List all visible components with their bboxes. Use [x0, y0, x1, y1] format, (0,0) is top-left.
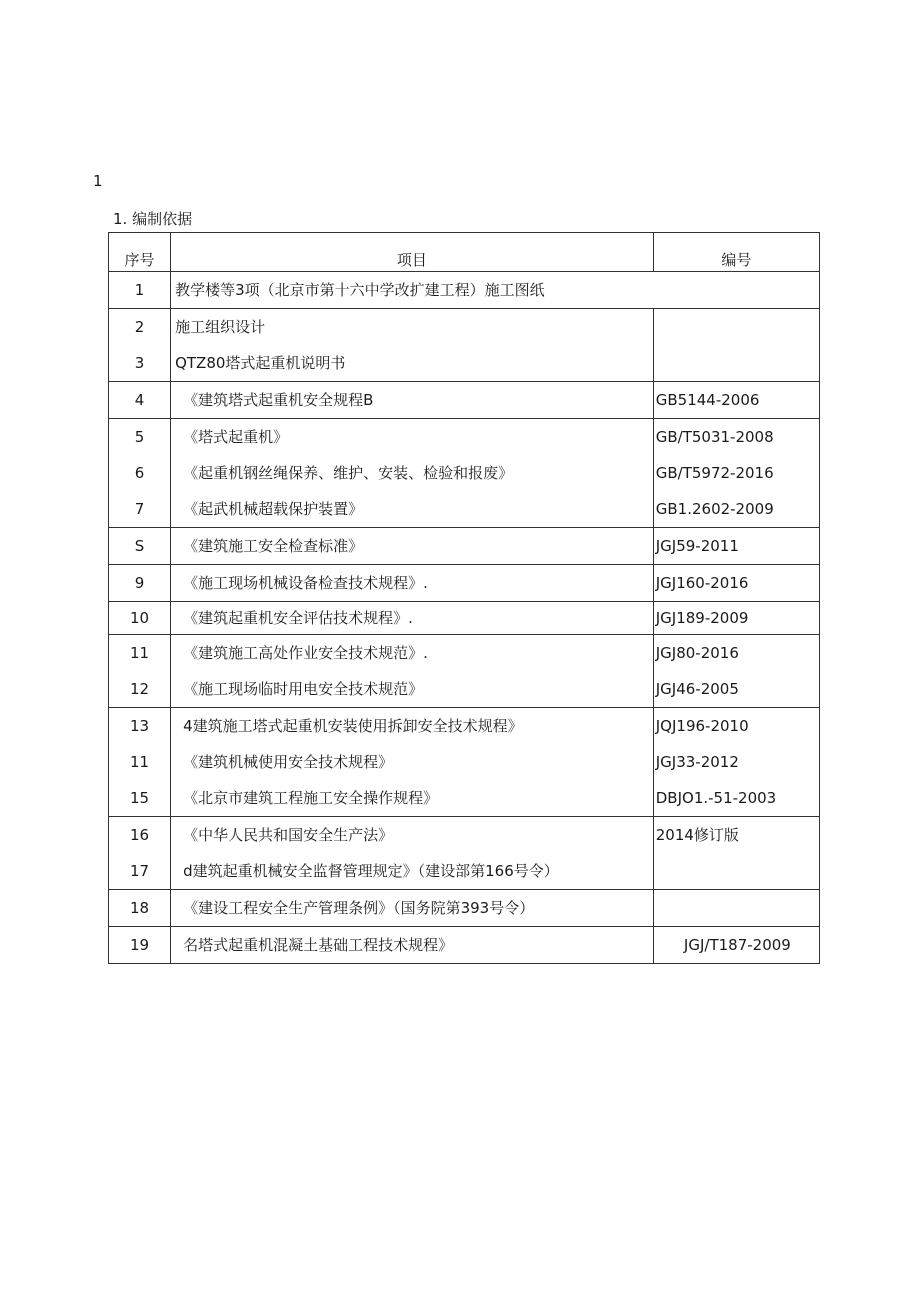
seq-cell: 1 — [134, 281, 145, 299]
code-cell: JGJ189-2009 — [655, 609, 749, 627]
seq-cell: 4 — [134, 391, 145, 409]
table-row — [109, 272, 820, 309]
seq-cell: 16 — [129, 826, 150, 844]
item-cell: 《建筑施工高处作业安全技术规范》. — [183, 644, 428, 662]
code-cell: 2014修订版 — [655, 826, 739, 844]
table-row — [109, 927, 820, 964]
seq-cell: 7 — [134, 500, 145, 518]
code-cell: JGJ/T187-2009 — [683, 936, 791, 954]
item-cell: 《北京市建筑工程施工安全操作规程》 — [183, 789, 439, 807]
table-row-group — [109, 419, 820, 528]
item-cell: 《建设工程安全生产管理条例》（国务院第393号令） — [183, 899, 535, 917]
seq-cell: 5 — [134, 428, 145, 446]
seq-cell: 13 — [129, 717, 150, 735]
table-row-group — [109, 817, 820, 890]
header-seq: 序号 — [124, 251, 155, 269]
table-row — [109, 528, 820, 565]
code-cell: JGJ46-2005 — [655, 680, 739, 698]
seq-cell: 19 — [129, 936, 150, 954]
header-code: 编号 — [721, 251, 752, 269]
header-item: 项目 — [396, 251, 427, 269]
item-cell: 《施工现场临时用电安全技术规范》 — [183, 680, 424, 698]
item-cell: 《塔式起重机》 — [183, 428, 289, 446]
item-cell: 《建筑施工安全检查标准》 — [183, 537, 364, 555]
code-cell: GB5144-2006 — [655, 391, 760, 409]
item-cell: 名塔式起重机混凝土基础工程技术规程》 — [183, 936, 454, 954]
item-cell: 《施工现场机械设备检查技术规程》. — [183, 574, 428, 592]
seq-cell: 11 — [129, 753, 150, 771]
item-cell: 《起武机械超载保护装置》 — [183, 500, 364, 518]
code-cell: JGJ160-2016 — [655, 574, 749, 592]
table-row-group — [109, 708, 820, 817]
seq-cell: 18 — [129, 899, 150, 917]
table-row — [109, 890, 820, 927]
page-number: 1 — [93, 172, 103, 190]
code-cell: JGJ33-2012 — [655, 753, 739, 771]
item-cell: 《中华人民共和国安全生产法》 — [183, 826, 394, 844]
item-cell: 《起重机钢丝绳保养、维护、安装、检验和报废》 — [183, 464, 514, 482]
seq-cell: 9 — [134, 574, 145, 592]
item-cell: 4建筑施工塔式起重机安装使用拆卸安全技术规程》 — [183, 717, 523, 735]
table-row-group — [109, 309, 820, 382]
table-header-row — [109, 233, 820, 272]
code-cell: GB/T5031-2008 — [655, 428, 774, 446]
code-cell: JQJ196-2010 — [655, 717, 749, 735]
item-cell: 教学楼等3项（北京市第十六中学改扩建工程）施工图纸 — [175, 281, 545, 299]
item-cell: 《建筑塔式起重机安全规程B — [183, 391, 374, 409]
seq-cell: S — [134, 537, 145, 555]
item-cell: d建筑起重机械安全监督管理规定》（建设部第166号令） — [183, 862, 559, 880]
item-cell: 《建筑起重机安全评估技术规程》. — [183, 609, 413, 627]
item-cell: QTZ80塔式起重机说明书 — [175, 354, 346, 372]
item-cell: 施工组织设计 — [175, 318, 266, 336]
seq-cell: 12 — [129, 680, 150, 698]
seq-cell: 3 — [134, 354, 145, 372]
section-title: 1. 编制依据 — [113, 210, 193, 228]
basis-table — [108, 232, 820, 964]
seq-cell: 17 — [129, 862, 150, 880]
code-cell: JGJ80-2016 — [655, 644, 739, 662]
code-cell: GB1.2602-2009 — [655, 500, 774, 518]
seq-cell: 15 — [129, 789, 150, 807]
table-row-group — [109, 635, 820, 708]
table-row — [109, 382, 820, 419]
seq-cell: 6 — [134, 464, 145, 482]
seq-cell: 11 — [129, 644, 150, 662]
code-cell: GB/T5972-2016 — [655, 464, 774, 482]
code-cell: DBJO1.-51-2003 — [655, 789, 777, 807]
table-row — [109, 565, 820, 602]
table-row — [109, 602, 820, 635]
seq-cell: 2 — [134, 318, 145, 336]
item-cell: 《建筑机械使用安全技术规程》 — [183, 753, 394, 771]
seq-cell: 10 — [129, 609, 150, 627]
code-cell: JGJ59-2011 — [655, 537, 739, 555]
